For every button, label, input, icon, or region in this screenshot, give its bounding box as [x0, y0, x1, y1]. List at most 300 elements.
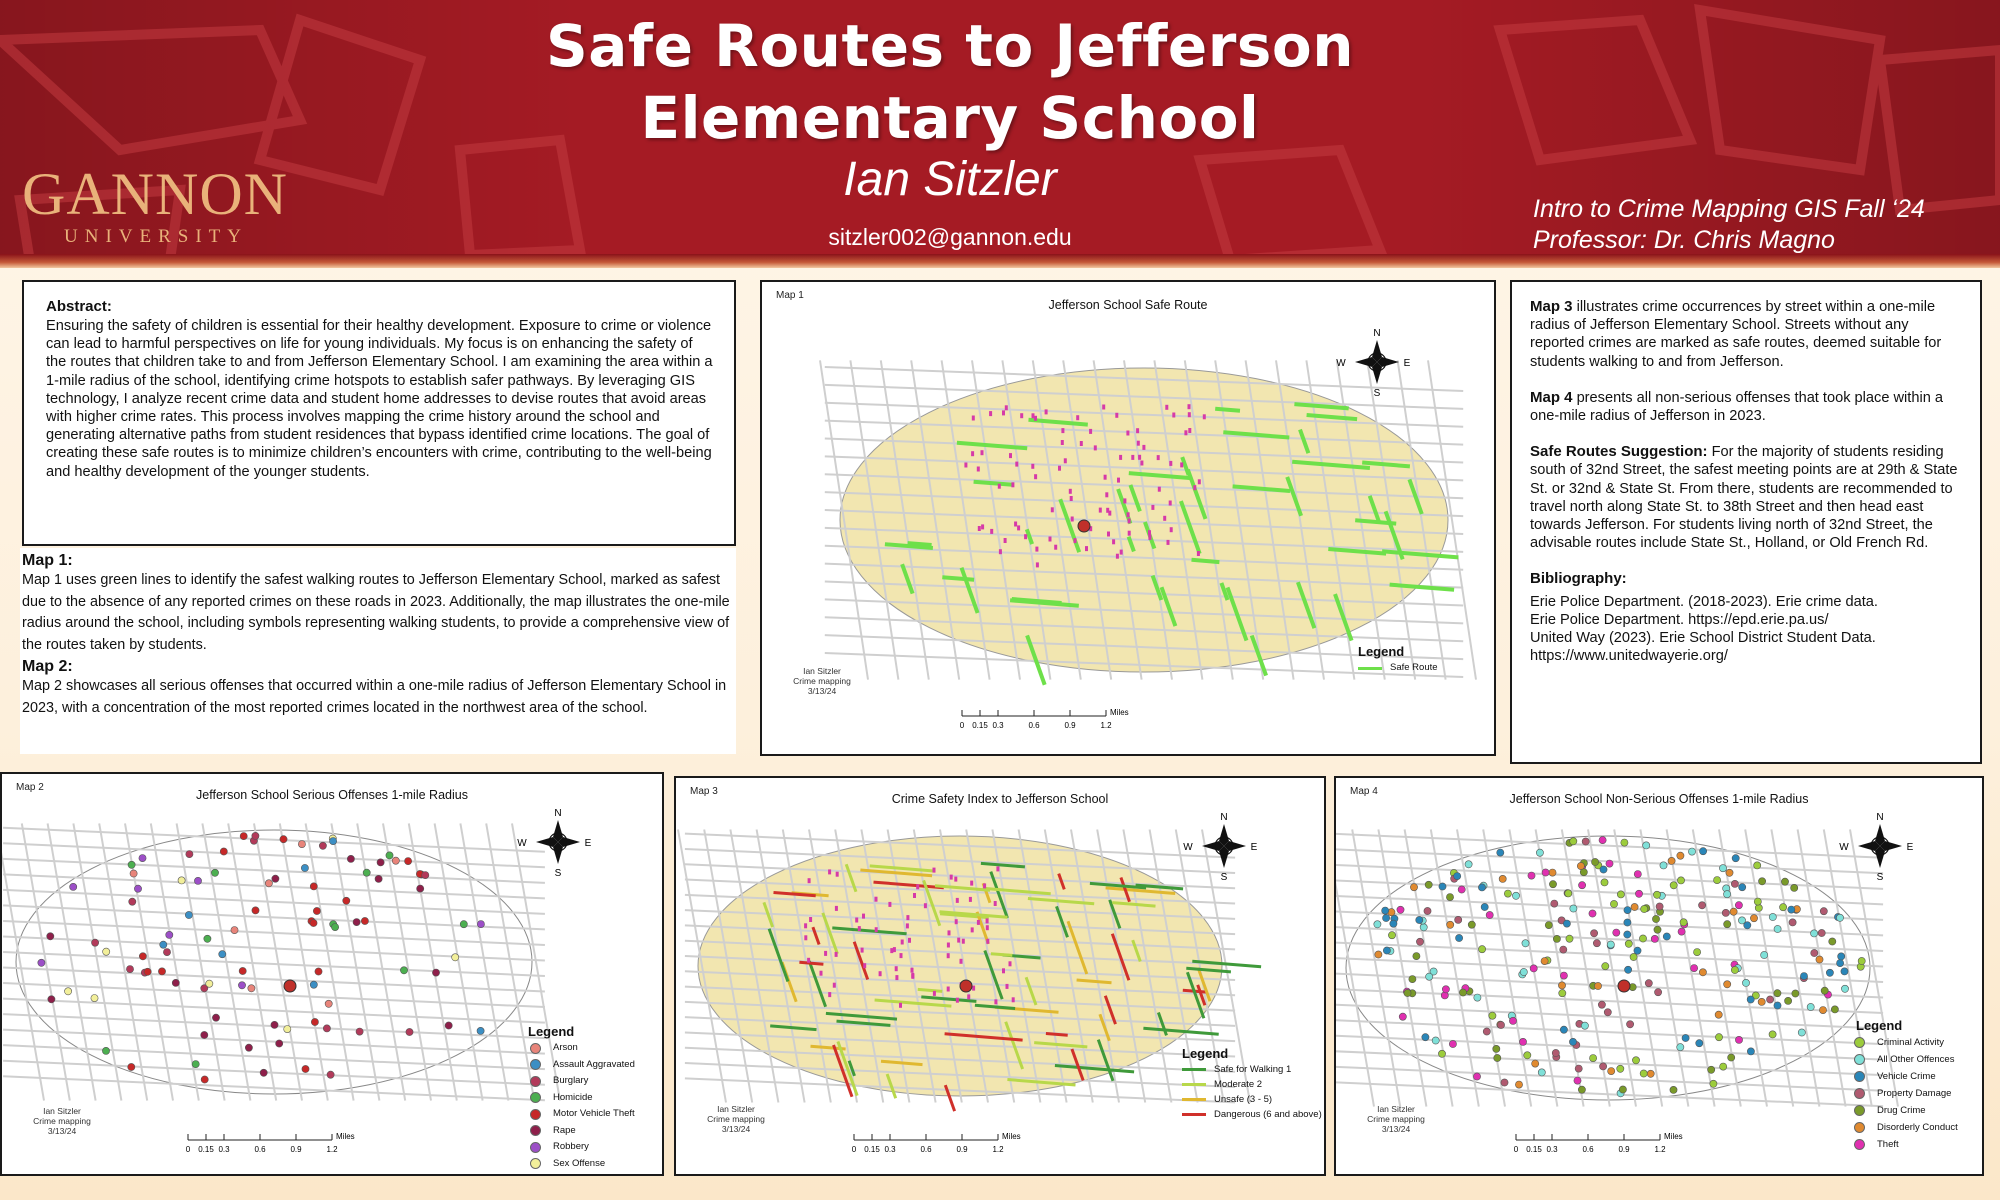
- legend-item: [530, 1106, 635, 1123]
- offense-point: [47, 933, 54, 940]
- offense-point: [1677, 1044, 1684, 1051]
- offense-point: [192, 1061, 199, 1068]
- offense-point: [1560, 1026, 1567, 1033]
- offense-point: [1781, 878, 1788, 885]
- offense-point: [1788, 906, 1795, 913]
- offense-point: [1816, 956, 1823, 963]
- legend-swatch: [530, 1076, 541, 1087]
- map1-canvas: [762, 282, 1496, 756]
- map2-legend: [530, 1040, 635, 1172]
- offense-point: [1538, 1069, 1545, 1076]
- student-icon: [933, 991, 936, 996]
- student-icon: [824, 951, 827, 956]
- legend-swatch: [530, 1059, 541, 1070]
- student-icon: [836, 872, 839, 877]
- offense-point: [1458, 886, 1465, 893]
- student-icon: [971, 927, 974, 932]
- offense-point: [231, 927, 238, 934]
- offense-point: [1780, 904, 1787, 911]
- student-icon: [1157, 455, 1160, 460]
- route-segment: [918, 989, 943, 991]
- offense-point: [194, 877, 201, 884]
- legend-label: Disorderly Conduct: [1877, 1122, 1958, 1133]
- offense-point: [1404, 989, 1411, 996]
- offense-point: [1569, 1038, 1576, 1045]
- legend-item: [530, 1040, 635, 1057]
- student-icon: [1005, 405, 1008, 410]
- legend-item: [1854, 1136, 1958, 1153]
- student-icon: [895, 966, 898, 971]
- student-icon: [1012, 997, 1015, 1002]
- offense-point: [1700, 848, 1707, 855]
- offense-point: [139, 855, 146, 862]
- offense-point: [1617, 1065, 1624, 1072]
- student-icon: [1120, 550, 1123, 555]
- offense-point: [422, 872, 429, 879]
- legend-label: Moderate 2: [1214, 1079, 1263, 1090]
- student-icon: [1015, 462, 1018, 467]
- student-icon: [1009, 453, 1012, 458]
- biblio-entry: United Way (2023). Erie School District Student Data.: [1530, 630, 1876, 647]
- offense-point: [1479, 946, 1486, 953]
- offense-point: [1724, 921, 1731, 928]
- offense-point: [1473, 1073, 1480, 1080]
- offense-point: [130, 870, 137, 877]
- offense-point: [1708, 1066, 1715, 1073]
- offense-point: [310, 919, 317, 926]
- student-icon: [947, 953, 950, 958]
- legend-label: Drug Crime: [1877, 1105, 1926, 1116]
- student-icon: [1119, 455, 1122, 460]
- student-icon: [858, 926, 861, 931]
- student-icon: [809, 917, 812, 922]
- student-icon: [947, 987, 950, 992]
- credit-author: Ian Sitzler: [717, 1104, 755, 1114]
- map2-legend-heading: Legend: [528, 1024, 575, 1039]
- offense-point: [377, 859, 384, 866]
- title-line-2: Elementary School: [640, 84, 1260, 152]
- offense-point: [280, 836, 287, 843]
- offense-point: [1598, 1001, 1605, 1008]
- offense-point: [323, 1025, 330, 1032]
- offense-point: [1651, 935, 1658, 942]
- offense-point: [1730, 908, 1737, 915]
- poster-header: [0, 0, 2000, 268]
- offense-point: [1560, 972, 1567, 979]
- right-text-panel: [1510, 280, 1982, 764]
- school-icon: [1078, 520, 1090, 532]
- map4-legend-heading: Legend: [1856, 1018, 1903, 1033]
- offense-point: [139, 953, 146, 960]
- student-icon: [957, 938, 960, 943]
- map4-desc: [1530, 389, 1962, 425]
- map3-radius: [698, 836, 1222, 1096]
- course-name: Intro to Crime Mapping GIS Fall ‘24: [1533, 195, 1925, 223]
- offense-point: [38, 959, 45, 966]
- map2-credit: [22, 1106, 102, 1136]
- offense-point: [1759, 878, 1766, 885]
- offense-point: [102, 1047, 109, 1054]
- scale-tick-label: 0: [851, 1145, 857, 1154]
- student-icon: [1104, 475, 1107, 480]
- offense-point: [1501, 1079, 1508, 1086]
- credit-date: 3/13/24: [721, 1124, 751, 1134]
- student-icon: [1049, 537, 1052, 542]
- student-icon: [1085, 546, 1088, 551]
- student-icon: [901, 940, 904, 945]
- student-icon: [1035, 547, 1038, 552]
- student-icon: [994, 901, 997, 906]
- route-segment: [1192, 560, 1220, 562]
- student-icon: [1051, 507, 1054, 512]
- student-icon: [1036, 562, 1039, 567]
- map1-desc-heading: Map 1:: [22, 552, 73, 569]
- author-email: sitzler002@gannon.edu: [828, 224, 1072, 250]
- scale-tick-label: 0: [1513, 1145, 1519, 1154]
- biblio-entry: https://www.unitedwayerie.org/: [1530, 648, 1728, 665]
- offense-point: [1694, 949, 1701, 956]
- scale-tick-label: 0.3: [1546, 1145, 1558, 1154]
- offense-point: [1602, 963, 1609, 970]
- student-icon: [1188, 428, 1191, 433]
- offense-point: [1383, 914, 1390, 921]
- legend-item: [530, 1090, 635, 1107]
- offense-point: [298, 841, 305, 848]
- legend-swatch: [530, 1158, 541, 1169]
- compass-label: W: [1839, 842, 1849, 853]
- scale-tick-label: 1.2: [992, 1145, 1004, 1154]
- offense-point: [160, 941, 167, 948]
- offense-point: [1670, 882, 1677, 889]
- abstract-text: Ensuring the safety of children is essential for their healthy development. Exposure to crime or violence can lead to harmful perspectives on life for young individuals. My focus is on enhancing the safety of the routes that children take to and from Jefferson Elementary School. I am examining the area within a 1-mile radius of the school, identifying crime hotspots to establish safer pathways. By leveraging GIS technology, I analyze recent crime data and student home addresses to devise routes that avoid areas with higher crime rates. This process involves mapping the crime history around the school and generating alternative paths from student residences that bypass identified crime locations. The goal of creating these safe routes is to minimize children’s encounters with crime, contributing to the well-being and healthy development of the younger students.: [46, 318, 713, 480]
- student-icon: [1184, 430, 1187, 435]
- offense-point: [1731, 880, 1738, 887]
- offense-point: [1577, 862, 1584, 869]
- student-icon: [1193, 485, 1196, 490]
- offense-point: [417, 885, 424, 892]
- offense-point: [311, 1018, 318, 1025]
- student-icon: [1112, 539, 1115, 544]
- offense-point: [1838, 953, 1845, 960]
- offense-point: [1640, 1070, 1647, 1077]
- offense-point: [1610, 900, 1617, 907]
- credit-date: 3/13/24: [1381, 1124, 1411, 1134]
- student-icon: [1032, 413, 1035, 418]
- offense-point: [477, 921, 484, 928]
- offense-point: [347, 855, 354, 862]
- offense-point: [1512, 892, 1519, 899]
- student-icon: [1198, 479, 1201, 484]
- legend-item: [530, 1139, 635, 1156]
- offense-point: [1442, 986, 1449, 993]
- offense-point: [452, 954, 459, 961]
- legend-swatch: [530, 1109, 541, 1120]
- offense-point: [1619, 1086, 1626, 1093]
- scale-bar: [960, 708, 1129, 730]
- offense-point: [1447, 921, 1454, 928]
- legend-item: [1358, 660, 1438, 677]
- offense-point: [1582, 838, 1589, 845]
- map1-panel: [760, 280, 1496, 756]
- student-icon: [1014, 522, 1017, 527]
- legend-label: All Other Offences: [1877, 1054, 1955, 1065]
- map1-tag: Map 1: [776, 290, 804, 301]
- student-icon: [1158, 487, 1161, 492]
- offense-point: [386, 852, 393, 859]
- student-icon: [1031, 464, 1034, 469]
- suggestion-bold: Safe Routes Suggestion:: [1530, 443, 1708, 461]
- offense-point: [1426, 973, 1433, 980]
- offense-point: [1520, 968, 1527, 975]
- scale-unit: Miles: [1002, 1132, 1021, 1141]
- offense-point: [1719, 865, 1726, 872]
- student-icon: [1002, 968, 1005, 973]
- offense-point: [1754, 898, 1761, 905]
- compass-label: S: [554, 868, 562, 879]
- offense-point: [219, 951, 226, 958]
- biblio-heading: Bibliography:: [1530, 570, 1627, 588]
- legend-label: Unsafe (3 - 5): [1214, 1094, 1273, 1105]
- biblio-entry: Erie Police Department. (2018-2023). Erie crime data.: [1530, 593, 1878, 610]
- compass-label: W: [1183, 842, 1193, 853]
- offense-point: [1468, 921, 1475, 928]
- offense-point: [1532, 1060, 1539, 1067]
- offense-point: [1670, 1086, 1677, 1093]
- offense-point: [1769, 1031, 1776, 1038]
- offense-point: [1624, 931, 1631, 938]
- offense-point: [1715, 1011, 1722, 1018]
- offense-point: [265, 880, 272, 887]
- student-icon: [996, 866, 999, 871]
- offense-point: [1631, 903, 1638, 910]
- student-icon: [969, 897, 972, 902]
- offense-point: [1747, 1048, 1754, 1055]
- offense-point: [1635, 890, 1642, 897]
- student-icon: [986, 939, 989, 944]
- student-icon: [1128, 531, 1131, 536]
- student-icon: [971, 451, 974, 456]
- student-icon: [1167, 540, 1170, 545]
- legend-label: Homicide: [553, 1091, 593, 1103]
- student-icon: [1011, 482, 1014, 487]
- offense-point: [1594, 982, 1601, 989]
- student-icon: [1169, 461, 1172, 466]
- legend-label: Theft: [1877, 1139, 1899, 1150]
- offense-point: [1545, 922, 1552, 929]
- map1-title: Jefferson School Safe Route: [1048, 298, 1208, 312]
- student-icon: [955, 919, 958, 924]
- offense-point: [363, 869, 370, 876]
- offense-point: [163, 949, 170, 956]
- map2-desc-text: Map 2 showcases all serious offenses that occurred within a one-mile radius of Jefferson Elementary School in 2023, with a concentration of the most reported crimes located in the northwest area of the school.: [22, 678, 727, 716]
- offense-point: [1563, 920, 1570, 927]
- map4-legend: [1854, 1034, 1958, 1153]
- offense-point: [1383, 947, 1390, 954]
- map3-legend: [1182, 1062, 1322, 1122]
- offense-point: [1819, 1007, 1826, 1014]
- student-icon: [986, 918, 989, 923]
- scale-tick-label: 0.15: [198, 1145, 214, 1154]
- map1-credit: [782, 666, 862, 696]
- offense-point: [1625, 940, 1632, 947]
- student-icon: [994, 999, 997, 1004]
- scale-tick-label: 0.6: [254, 1145, 266, 1154]
- student-icon: [1127, 512, 1130, 517]
- scale-tick-label: 0: [185, 1145, 191, 1154]
- offense-point: [1653, 891, 1660, 898]
- compass-label: N: [1876, 812, 1884, 823]
- credit-course: Crime mapping: [1367, 1114, 1425, 1124]
- offense-point: [1388, 932, 1395, 939]
- offense-point: [1744, 922, 1751, 929]
- credit-author: Ian Sitzler: [803, 666, 841, 676]
- legend-label: Rape: [553, 1124, 576, 1136]
- offense-point: [1528, 872, 1535, 879]
- student-icon: [1165, 405, 1168, 410]
- offense-point: [1617, 891, 1624, 898]
- offense-point: [1680, 919, 1687, 926]
- offense-point: [1829, 938, 1836, 945]
- offense-point: [239, 967, 246, 974]
- offense-point: [1420, 924, 1427, 931]
- offense-point: [1558, 982, 1565, 989]
- offense-point: [1774, 990, 1781, 997]
- student-icon: [956, 898, 959, 903]
- student-icon: [1108, 511, 1111, 516]
- offense-point: [1677, 877, 1684, 884]
- map4-panel: [1334, 776, 1984, 1176]
- scale-unit: Miles: [336, 1132, 355, 1141]
- route-segment: [1215, 409, 1240, 411]
- suggestion: [1530, 443, 1962, 552]
- offense-point: [245, 1044, 252, 1051]
- scale-bar: [852, 1132, 1021, 1154]
- student-icon: [1123, 498, 1126, 503]
- offense-point: [302, 1065, 309, 1072]
- legend-label: Sex Offense: [553, 1157, 606, 1169]
- offense-point: [1818, 929, 1825, 936]
- student-icon: [999, 549, 1002, 554]
- student-icon: [908, 938, 911, 943]
- student-icon: [1136, 428, 1139, 433]
- legend-swatch: [1854, 1105, 1865, 1116]
- student-icon: [1172, 413, 1175, 418]
- scale-tick-label: 0.9: [1618, 1145, 1630, 1154]
- credit-author: Ian Sitzler: [1377, 1104, 1415, 1114]
- scale-tick-label: 0: [959, 721, 965, 730]
- offense-point: [166, 931, 173, 938]
- offense-point: [1566, 935, 1573, 942]
- map3-title: Crime Safety Index to Jefferson School: [891, 792, 1109, 806]
- offense-point: [220, 848, 227, 855]
- scale-tick-label: 0.3: [992, 721, 1004, 730]
- offense-point: [1750, 915, 1757, 922]
- offense-point: [1409, 976, 1416, 983]
- student-icon: [970, 881, 973, 886]
- student-icon: [1137, 441, 1140, 446]
- scale-tick-label: 1.2: [1100, 721, 1112, 730]
- offense-point: [1621, 839, 1628, 846]
- student-icon: [1076, 415, 1079, 420]
- map4-desc-bold: Map 4: [1530, 388, 1573, 406]
- title-line-1: Safe Routes to Jefferson: [546, 12, 1354, 80]
- offense-point: [1820, 908, 1827, 915]
- student-icon: [981, 450, 984, 455]
- student-icon: [1188, 412, 1191, 417]
- offense-point: [1755, 904, 1762, 911]
- student-icon: [1107, 532, 1110, 537]
- bibliography: [1530, 570, 1962, 665]
- student-icon: [983, 883, 986, 888]
- legend-item: [1854, 1068, 1958, 1085]
- compass-label: N: [1220, 812, 1228, 823]
- student-icon: [1126, 431, 1129, 436]
- offense-point: [1439, 883, 1446, 890]
- offense-point: [65, 988, 72, 995]
- compass-label: E: [584, 838, 592, 849]
- offense-point: [91, 995, 98, 1002]
- student-icon: [807, 958, 810, 963]
- legend-item: [1854, 1085, 1958, 1102]
- compass-icon: [1183, 812, 1257, 883]
- student-icon: [1105, 492, 1108, 497]
- student-icon: [906, 915, 909, 920]
- offense-point: [1682, 1034, 1689, 1041]
- offense-point: [1515, 1081, 1522, 1088]
- offense-point: [1446, 894, 1453, 901]
- student-icon: [1099, 508, 1102, 513]
- student-icon: [1116, 554, 1119, 559]
- compass-label: W: [517, 838, 527, 849]
- route-segment: [799, 962, 823, 964]
- route-segment: [942, 577, 974, 580]
- offense-point: [1390, 920, 1397, 927]
- offense-point: [1522, 940, 1529, 947]
- offense-point: [1858, 957, 1865, 964]
- offense-point: [1592, 858, 1599, 865]
- legend-swatch: [1854, 1054, 1865, 1065]
- offense-point: [1735, 902, 1742, 909]
- offense-point: [1724, 981, 1731, 988]
- offense-point: [1821, 987, 1828, 994]
- student-icon: [1070, 496, 1073, 501]
- student-icon: [947, 943, 950, 948]
- offense-point: [1478, 884, 1485, 891]
- student-icon: [1180, 462, 1183, 467]
- offense-point: [1397, 906, 1404, 913]
- scale-bar: [1514, 1132, 1683, 1154]
- scale-unit: Miles: [1110, 708, 1129, 717]
- offense-point: [48, 996, 55, 1003]
- compass-label: S: [1220, 872, 1228, 883]
- student-icon: [986, 925, 989, 930]
- legend-item: [530, 1156, 635, 1173]
- offense-point: [185, 911, 192, 918]
- offense-point: [1742, 979, 1749, 986]
- legend-item: [530, 1057, 635, 1074]
- offense-point: [1416, 938, 1423, 945]
- student-icon: [1203, 414, 1206, 419]
- student-icon: [808, 878, 811, 883]
- student-icon: [954, 877, 957, 882]
- offense-point: [1465, 861, 1472, 868]
- map1-legend: [1358, 660, 1438, 677]
- offense-point: [211, 869, 218, 876]
- offense-point: [1536, 849, 1543, 856]
- offense-point: [1455, 916, 1462, 923]
- map3-tag: Map 3: [690, 786, 718, 797]
- student-icon: [964, 463, 967, 468]
